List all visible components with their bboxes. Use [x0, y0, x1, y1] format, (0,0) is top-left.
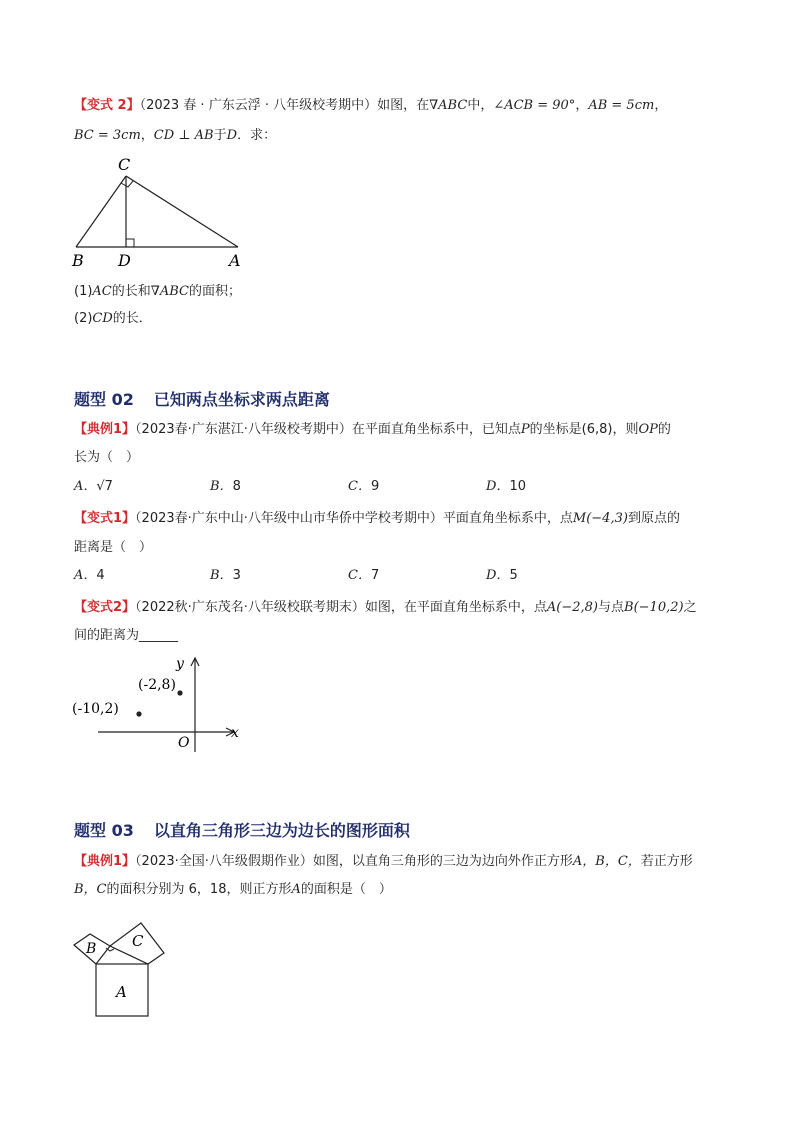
variant2-text: 中，	[467, 98, 494, 113]
example02-text: 的	[657, 422, 671, 437]
option-letter: C．	[348, 568, 371, 583]
variant02-2-text: （2022秋·广东茂名·八年级校联考期末）如图，在平面直角坐标系中，点	[135, 600, 547, 615]
example02-text: （2023春·广东湛江·八年级校考期中）在平面直角坐标系中，已知点	[135, 422, 521, 437]
option-value: 3	[232, 568, 241, 583]
example03-line2	[74, 881, 392, 899]
point-a-dot	[177, 690, 182, 695]
x-axis-label: x	[231, 725, 239, 741]
label-a: A	[229, 251, 241, 270]
variant2-sep: ，	[575, 98, 589, 113]
variant02-1-option-a[interactable]	[74, 567, 105, 585]
option-value: 7	[370, 568, 380, 583]
section-02-title: 已知两点坐标求两点距离	[153, 390, 330, 409]
variant02-2-line2: 间的距离为______	[74, 628, 179, 643]
variant02-2-text: 之	[683, 600, 697, 615]
y-axis-label: y	[176, 656, 184, 672]
example02-text: ，则	[612, 422, 639, 437]
label-d: D	[118, 251, 131, 270]
example02-tag: 【典例1】	[74, 422, 136, 437]
right-angle-mark-d	[126, 239, 134, 247]
variant2-d: D	[226, 128, 238, 143]
option-letter: D．	[486, 568, 510, 583]
example03-text: 若正方形	[640, 854, 693, 869]
variant2-line1	[74, 97, 667, 115]
example02-text: 的坐标是	[529, 422, 582, 437]
square-c-label: C	[132, 932, 144, 950]
variant2-question2	[74, 310, 152, 328]
variant2-sep: ，	[140, 128, 154, 143]
section-03-heading	[74, 818, 410, 841]
variant02-1-line2: 距离是（ ）	[74, 540, 153, 555]
q2-text: 的长．	[112, 311, 152, 326]
point-b-dot	[136, 711, 141, 716]
example03-text: 的面积分别为 6，18，则正方形	[106, 882, 292, 897]
example02-p: P	[520, 422, 530, 437]
example03-line1	[74, 853, 693, 871]
option-value: 4	[96, 568, 105, 583]
example03-text: （2023·全国·八年级假期作业）如图，以直角三角形的三边为边向外作正方形	[135, 854, 573, 869]
option-value: 10	[509, 479, 526, 494]
variant2-bc: BC = 3cm	[74, 128, 141, 143]
option-letter: C．	[348, 479, 371, 494]
variant2-source: （2023 春 · 广东云浮 · 八年级校考期中）如图，在	[139, 98, 430, 113]
variant02-1-point: M(−4,3)	[572, 511, 628, 526]
example02-option-d[interactable]	[486, 478, 526, 496]
variant02-1-line1	[74, 510, 680, 528]
side-bc	[76, 176, 126, 247]
right-angle-mark-c	[121, 181, 133, 187]
variant02-1-text: （2023春·广东中山·八年级中山市华侨中学校考期中）平面直角坐标系中，点	[135, 511, 573, 526]
section-02-number: 题型 02	[74, 390, 134, 409]
variant02-1-tag: 【变式1】	[74, 511, 136, 526]
example03-a: A	[291, 882, 301, 897]
variant02-2-point-a: A(−2,8)	[546, 600, 599, 615]
example03-text: 的面积是（ ）	[300, 882, 392, 897]
variant2-triangle: ∇ABC	[429, 98, 468, 113]
option-letter: B．	[210, 568, 233, 583]
variant2-text: 于	[213, 128, 227, 143]
variant02-2-tag: 【变式2】	[74, 600, 136, 615]
variant02-1-option-c[interactable]	[348, 567, 379, 585]
option-letter: B．	[210, 479, 233, 494]
example02-option-b[interactable]	[210, 478, 241, 496]
variant02-1-option-d[interactable]	[486, 567, 518, 585]
variant2-text: ．求：	[237, 128, 277, 143]
triangle-figure	[60, 150, 260, 275]
origin-label: O	[178, 735, 190, 751]
squares-figure	[66, 915, 186, 1025]
label-c: C	[118, 155, 131, 174]
variant02-1-option-b[interactable]	[210, 567, 241, 585]
q2-cd: CD	[92, 311, 113, 326]
section-03-number: 题型 03	[74, 821, 134, 840]
point-b-label: (-10,2)	[72, 701, 119, 717]
variant02-2-line1	[74, 599, 697, 617]
option-value: √7	[96, 479, 113, 494]
example03-bc: B，C	[74, 882, 107, 897]
square-a-label: A	[116, 983, 127, 1001]
option-letter: D．	[486, 479, 510, 494]
example02-coord: (6,8)	[581, 422, 613, 437]
q1-triangle: ∇ABC	[150, 284, 189, 299]
example03-letters: A，B，C，	[572, 854, 641, 869]
variant2-cd: CD ⊥ AB	[153, 128, 214, 143]
option-value: 8	[232, 479, 241, 494]
variant2-angle: ∠ACB = 90°	[493, 98, 576, 113]
variant2-ab: AB = 5cm	[588, 98, 655, 113]
variant2-line2	[74, 127, 276, 145]
variant2-question1	[74, 283, 241, 301]
variant2-tag: 【变式 2】	[74, 98, 140, 113]
side-ca	[126, 176, 238, 247]
example02-option-a[interactable]	[74, 478, 113, 496]
example02-op: OP	[638, 422, 658, 437]
label-b: B	[72, 251, 84, 270]
q1-ac: AC	[92, 284, 112, 299]
example02-line2: 长为（ ）	[74, 450, 140, 465]
point-a-label: (-2,8)	[138, 677, 176, 693]
q1-text: 的长和	[111, 284, 151, 299]
example02-option-c[interactable]	[348, 478, 379, 496]
option-value: 5	[509, 568, 518, 583]
section-03-title: 以直角三角形三边为边长的图形面积	[153, 821, 410, 840]
option-letter: A．	[74, 479, 97, 494]
option-letter: A．	[74, 568, 97, 583]
square-b-label: B	[86, 941, 97, 957]
example03-tag: 【典例1】	[74, 854, 136, 869]
variant2-sep: ，	[654, 98, 668, 113]
example02-line1	[74, 421, 671, 439]
coordinate-figure	[66, 652, 256, 756]
q1-text: 的面积；	[189, 284, 242, 299]
q2-num: (2)	[74, 311, 93, 326]
q1-num: (1)	[74, 284, 93, 299]
variant02-2-text: 与点	[598, 600, 625, 615]
variant02-1-text: 到原点的	[627, 511, 680, 526]
variant02-2-point-b: B(−10,2)	[624, 600, 684, 615]
option-value: 9	[370, 479, 380, 494]
section-02-heading	[74, 387, 330, 410]
